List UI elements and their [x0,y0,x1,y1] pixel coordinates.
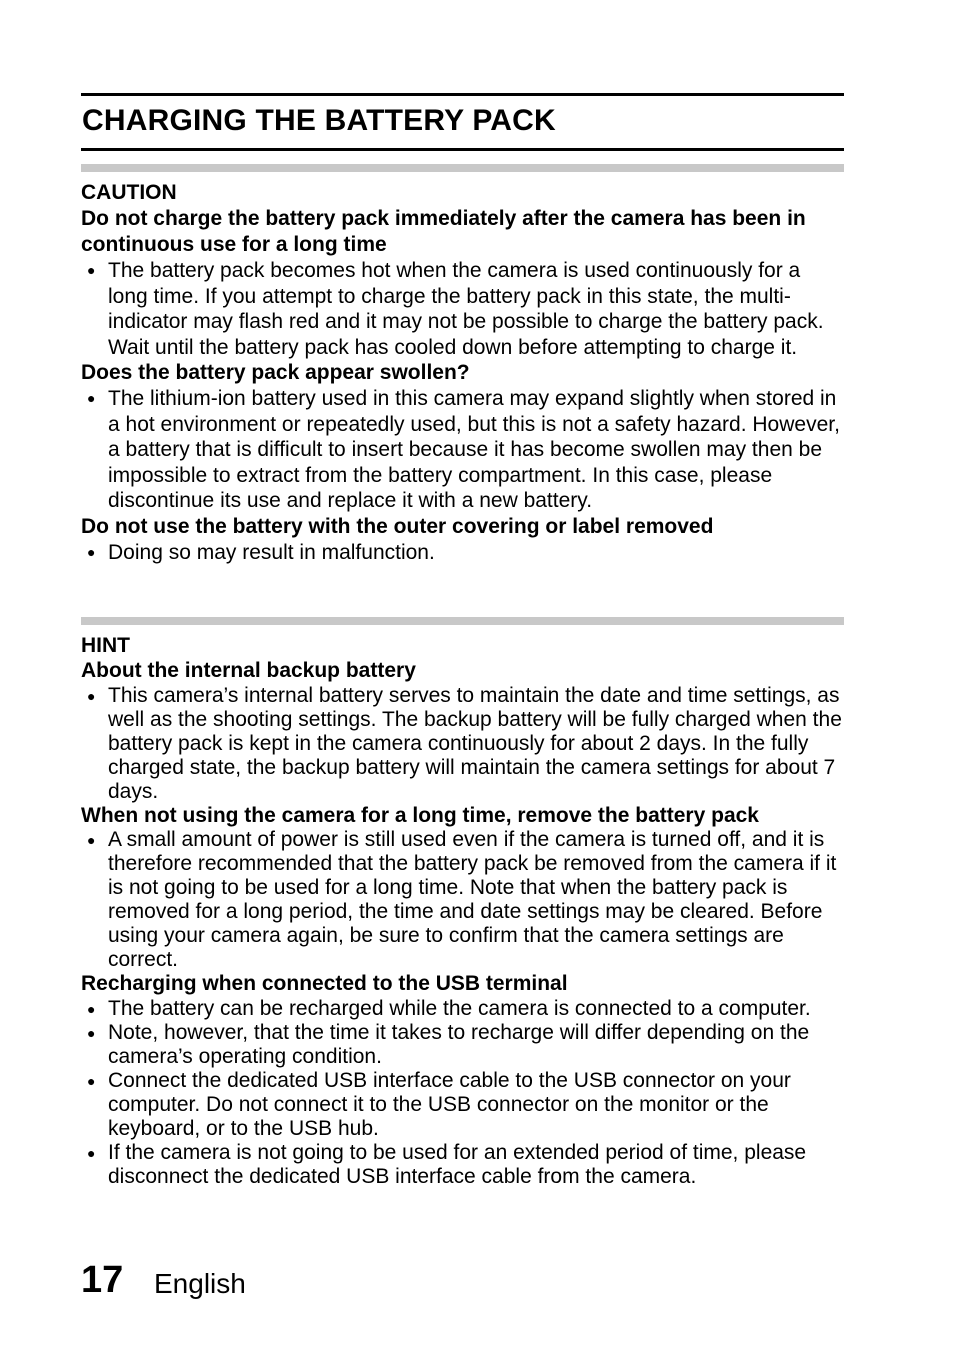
caution-heading-3: Do not use the battery with the outer covering or label removed [81,514,714,538]
list-item: ● Connect the dedicated USB interface cable to the USB connector on your computer. Do not connect it to the USB connector on the monitor or the keyboard, or to the USB hub. [81,1069,844,1141]
list-item: ● If the camera is not going to be used for an extended period of time, please disconnect the dedicated USB interface cable from the camera. [81,1141,844,1189]
caution-heading-2: Does the battery pack appear swollen? [81,361,470,384]
caution-heading-1: Do not charge the battery pack immediately after the camera has been in continuous use for a long time [81,207,806,256]
page-title: CHARGING THE BATTERY PACK [82,104,556,137]
caution-list-2 [81,386,844,514]
list-item: ● Note, however, that the time it takes to recharge will differ depending on the camera’s operating condition. [81,1021,844,1069]
list-item: ● A small amount of power is still used even if the camera is turned off, and it is therefore recommended that the battery pack be removed from the camera if it is not going to be used for a long time. Note that when the battery pack is removed for a long period, the time and date settings may be cleared. Before using your camera again, be sure to confirm that the camera settings are correct. [81,828,844,972]
caution-list-1 [81,258,844,360]
hint-heading-2: When not using the camera for a long time, remove the battery pack [81,803,759,827]
hint-label: HINT [81,634,130,657]
hint-list-1 [81,684,844,804]
list-item: ● This camera’s internal battery serves to maintain the date and time settings, as well as the shooting settings. The backup battery will be fully charged when the battery pack is kept in the camera continuously for about 2 days. In the fully charged state, the backup battery will maintain the camera settings for about 7 days. [81,684,844,804]
hint-heading-3: Recharging when connected to the USB terminal [81,972,568,995]
caution-section [81,164,844,565]
list-item: ● The battery can be recharged while the camera is connected to a computer. [81,997,844,1021]
page [81,93,844,1188]
page-number: 17 [81,1259,124,1301]
title-block [81,93,844,151]
hint-list-3 [81,997,844,1189]
list-item: ● The battery pack becomes hot when the camera is used continuously for a long time. If you attempt to charge the battery pack in this state, the multi-indicator may flash red and it may not be possible to charge the battery pack. Wait until the battery pack has cooled down before attempting to charge it. [81,258,844,360]
caution-label: CAUTION [81,181,177,204]
hint-section [81,617,844,1189]
hint-list-2 [81,828,844,972]
section-divider [81,617,844,625]
hint-heading-1: About the internal backup battery [81,659,416,682]
caution-list-3 [81,540,844,566]
language-label: English [154,1268,246,1299]
list-item: ● Doing so may result in malfunction. [81,540,844,566]
section-divider [81,164,844,172]
list-item: ● The lithium-ion battery used in this camera may expand slightly when stored in a hot environment or repeatedly used, but this is not a safety hazard. However, a battery that is difficult to insert because it has become swollen may then be impossible to extract from the battery compartment. In this case, please discontinue its use and replace it with a new battery. [81,386,844,514]
